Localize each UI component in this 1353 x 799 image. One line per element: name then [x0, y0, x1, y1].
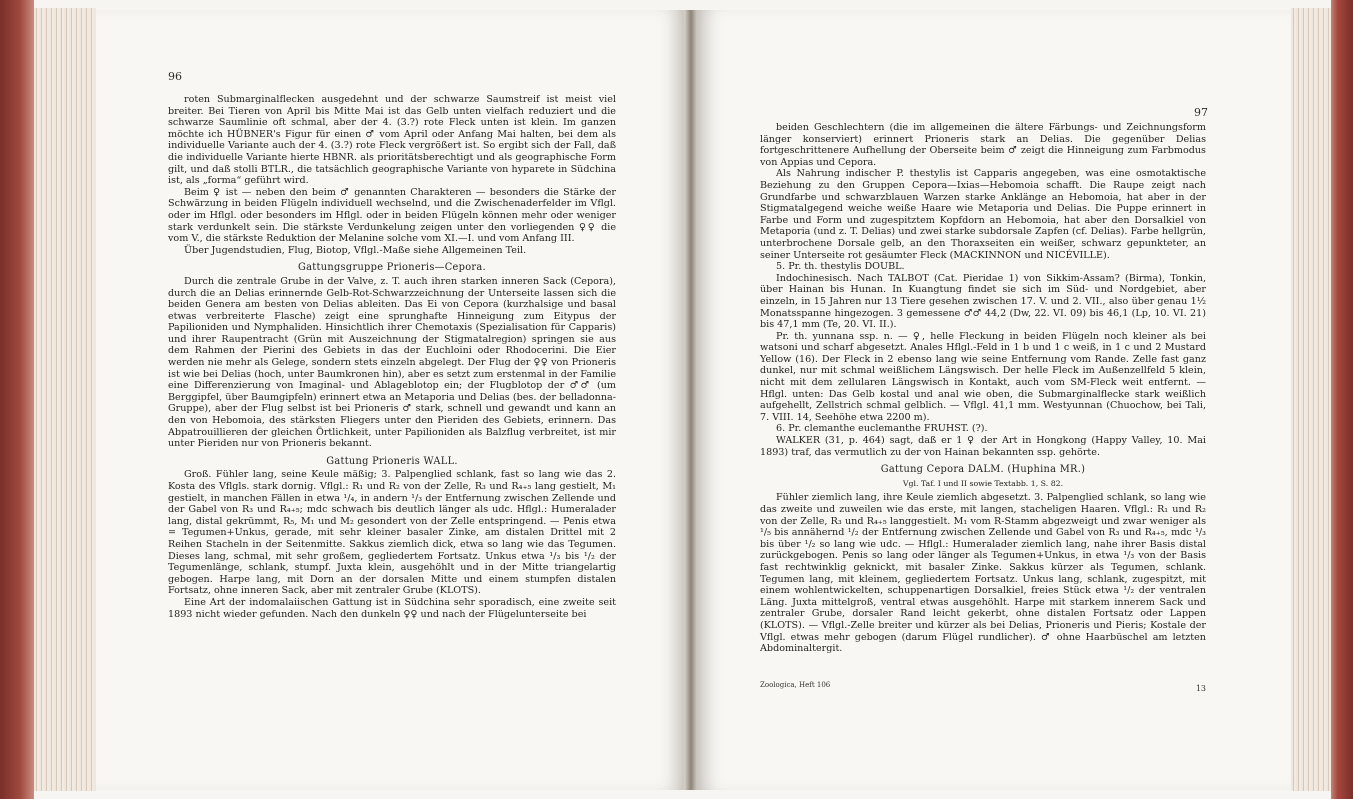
- paragraph: beiden Geschlechtern (die im allgemeinen die ältere Färbungs- und Zeichnungsform länger konserviert) erinnert Prioneris stark an Delias. Die gegenüber Delias fortgeschrittenere Aufhellung der Oberseite beim ♂ zeigt die Hinneigung zum Farbmodus von Appias und Cepora.: [760, 122, 1206, 168]
- page-number: 96: [168, 70, 182, 83]
- page-number: 97: [1194, 106, 1208, 119]
- section-heading: Gattungsgruppe Prioneris—Cepora.: [298, 262, 486, 274]
- paragraph: Pr. th. yunnana ssp. n. — ♀, helle Fleckung in beiden Flügeln noch kleiner als bei watsoni und scharf abgesetzt. Anales Hflgl.-Feld in 1 b und 1 c weiß, in 1 c und 2 Mustard Yellow (16). Der Fleck in 2 ebenso lang wie seine Entfernung vom Rande. Zelle fast ganz dunkel, nur mit schmal weißlichem Längswisch. Der helle Fleck im Außenzellfeld 5 klein, nicht mit dem zellularen Längswisch in Kontakt, auch vom SM-Fleck weit entfernt. — Hflgl. unten: Das Gelb kostal und anal wie oben, die Submarginalflecke stark weißlich aufgehellt, Zellstrich schmal gelblich. — Vflgl. 41,1 mm. Westyunnan (Chuochow, bei Tali, 7. VIII. 14, Seehöhe etwa 2200 m).: [760, 330, 1206, 423]
- paragraph: Als Nahrung indischer P. thestylis ist Capparis angegeben, was eine osmotaktische Beziehung zu den Gruppen Cepora—Ixias—Hebomoia schafft. Die Raupe zeigt nach Grundfarbe und schwarzblauen Warzen starke Anklänge an Hebomoia, hat aber in der Stigmatalgegend weiche weiße Haare wie Metaporia und Delias. Die Puppe erinnert in Farbe und Form und zugespitztem Kopfdorn an Hebomoia, hat aber den Dorsalkiel von Metaporia (und z. T. Delias) und zwei starke subdorsale Zapfen (cf. Delias). Farbe hellgrün, unterbrochene Dorsale gelb, an den Thoraxseiten ein weißer, schwarz gepunkteter, an seiner Unterseite rot gesäumter Fleck (MACKINNON und NICÉVILLE).: [760, 168, 1206, 261]
- paragraph: Indochinesisch. Nach TALBOT (Cat. Pieridae 1) von Sikkim-Assam? (Birma), Tonkin, über Hainan bis Hunan. In Kuangtung findet sie sich im Süd- und Nordgebiet, aber einzeln, in 15 Jahren nur 13 Tiere gesehen zwischen 17. V. und 2. VII., also über genau 1½ Monatsspanne hingezogen. 3 gemessene ♂♂ 44,2 (Dw, 22. VI. 09) bis 46,1 (Lp, 10. VI. 21) bis 47,1 mm (Te, 20. VI. II.).: [760, 272, 1206, 331]
- section-heading: Gattung Prioneris WALL.: [326, 455, 458, 467]
- left-page-text: [168, 94, 616, 620]
- paragraph: Fühler ziemlich lang, ihre Keule ziemlich abgesetzt. 3. Palpenglied schlank, so lang wie das zweite und zuweilen wie das erste, mit langen, stacheligen Haaren. Vflgl.: R₁ und R₂ von der Zelle, R₃ und R₄₊₅ langgestielt. M₁ vom R-Stamm abgezweigt und zwar weniger als ¹/₅ bis annähernd ¹/₂ der Entfernung zwischen Zellende und Gabel von R₃ und R₄₊₅, mdc ¹/₃ bis über ¹/₂ so lang wie udc. — Hflgl.: Humeralader ziemlich lang, nahe ihrer Basis distal zurückgebogen. Penis so lang oder länger als Tegumen+Unkus, in etwa ¹/₃ von der Basis fast rechtwinklig geknickt, mit basaler Zinke. Sakkus kürzer als Tegumen, schlank. Tegumen lang, mit kleinem, gegliedertem Fortsatz. Unkus lang, schlank, zugespitzt, mit einem wohlentwickelten, schuppenartigen Dorsalkiel, freies Stück etwa ¹/₂ der ventralen Läng. Juxta mittelgroß, ventral etwas ausgehöhlt. Harpe mit starkem innerem Sack und zentraler Grube, dorsaler Rand leicht gekerbt, ohne distalen Fortsatz oder Lappen (KLOTS). — Vflgl.-Zelle breiter und kürzer als bei Delias, Prioneris und Pieris; Kostale der Vflgl. etwas mehr gebogen (darum Flügel rundlicher). ♂ ohne Haarbüschel am letzten Abdominaltergit.: [760, 492, 1206, 655]
- book-cover-left: [0, 0, 34, 799]
- paragraph: Über Jugendstudien, Flug, Biotop, Vflgl.-Maße siehe Allgemeinen Teil.: [184, 244, 527, 256]
- right-page-text: [760, 122, 1206, 655]
- paragraph: 6. Pr. clemanthe euclemanthe FRUHST. (?).: [776, 423, 988, 435]
- page-edges-left: [34, 8, 96, 791]
- paragraph: Groß. Fühler lang, seine Keule mäßig; 3. Palpenglied schlank, fast so lang wie das 2. Kosta des Vflgls. stark dornig. Vflgl.: R₁ und R₂ von der Zelle, R₃ und R₄₊₅ lang gestielt, M₁ gestielt, in manchen Fällen in etwa ¹/₄, in andern ¹/₃ der Entfernung zwischen Zellende und der Gabel von R₃ und R₄₊₅; mdc schwach bis deutlich länger als udc. Hflgl.: Humeralader lang, distal gekrümmt, R₅, M₁ und M₂ gesondert von der Zelle entspringend. — Penis etwa = Tegumen+Unkus, gerade, mit sehr kleiner basaler Zinke, am distalen Drittel mit 2 Reihen Stacheln in der Seitenmitte. Sakkus ziemlich dick, etwa so lang wie das Tegumen. Dieses lang, schmal, mit sehr großem, gegliedertem Fortsatz. Unkus etwa ¹/₃ bis ¹/₂ der Tegumenlänge, schlank, stumpf. Juxta klein, ausgehöhlt und in der Mitte triangelartig gebogen. Harpe lang, mit Dorn an der dorsalen Mitte und einem stumpfen distalen Fortsatz, ohne inneren Sack, aber mit zentraler Grube (KLOTS).: [168, 469, 616, 597]
- section-heading: Gattung Cepora DALM. (Huphina MR.): [880, 464, 1086, 476]
- left-page: [96, 10, 686, 790]
- paragraph: 5. Pr. th. thestylis DOUBL.: [776, 261, 905, 273]
- signature-mark: 13: [1195, 684, 1206, 693]
- paragraph: Eine Art der indomalaiischen Gattung ist in Südchina sehr sporadisch, eine zweite seit 1893 nicht wieder gefunden. Nach den dunkeln ♀♀ und nach der Flügelunterseite bei: [168, 596, 616, 620]
- paragraph: WALKER (31, p. 464) sagt, daß er 1 ♀ der Art in Hongkong (Happy Valley, 10. Mai 1893) traf, das vermutlich zu der von Hainan bekannten ssp. gehörte.: [760, 435, 1206, 458]
- page-edges-right: [1291, 8, 1331, 791]
- paragraph: roten Submarginalflecken ausgedehnt und der schwarze Saumstreif ist meist viel breiter. Bei Tieren von April bis Mitte Mai ist das Gelb unten vielfach reduziert und die schwarze Saumlinie oft schmal, aber der 4. (3.?) rote Fleck unten ist klein. Im ganzen möchte ich HÜBNER's Figur für einen ♂ vom April oder Anfang Mai halten, bei dem als individuelle Variante auch der 4. (3.?) rote Fleck vergrößert ist. So ergibt sich der Fall, daß die individuelle Variante hierte HBNR. als prioritätsberechtigt und als geographische Form gilt, und daß stolli BTLR., die tatsächlich geographische Variante von hyparete in Südchina ist, als „forma“ geführt wird.: [168, 94, 616, 187]
- section-subheading: Vgl. Taf. I und II sowie Textabb. 1, S. 82.: [902, 478, 1064, 488]
- right-page: [696, 10, 1290, 790]
- paragraph: Durch die zentrale Grube in der Valve, z. T. auch ihren starken inneren Sack (Cepora), durch die an Delias erinnernde Gelb-Rot-Schwarzzeichnung der Unterseite lassen sich die beiden Genera am besten von Delias ableiten. Das Ei von Cepora (kurzhalsige und basal etwas verbreiterte Flasche) zeigt eine sprunghafte Hinneigung zum Eitypus der Papilioniden und Nymphaliden. Hinsichtlich ihrer Chemotaxis (Spezialisation für Capparis) und ihrer Raupentracht (Grün mit Auszeichnung der Stigmatalregion) springen sie aus dem Rahmen der Pierini des Gebiets in das der Euchloini oder Rhodocerini. Die Eier werden nie mehr als Gelege, sondern stets einzeln abgelegt. Der Flug der ♀♀ von Prioneris ist wie bei Delias (hoch, unter Baumkronen hin), aber es setzt zum erstenmal in der Familie eine Differenzierung von Imaginal- und Ablageblotop ein; der Flugblotop der ♂♂ (um Berggipfel, über Baumgipfeln) erinnert etwa an Metaporia und Delias (bes. der belladonna-Gruppe), aber der Flug selbst ist bei Prioneris ♂ stark, schnell und gewandt und kann an den von Hebomoia, des stärksten Fliegers unter den Pieriden des Gebiets, erinnern. Das Abpatrouillieren der gleichen Örtlichkeit, unter Papilioniden als Balzflug verbreitet, ist mir unter Pieriden nur von Prioneris bekannt.: [168, 275, 616, 450]
- book-cover-right: [1331, 0, 1353, 799]
- paragraph: Beim ♀ ist — neben den beim ♂ genannten Charakteren — besonders die Stärke der Schwärzung in beiden Flügeln individuell wechselnd, und die Zwischenaderfelder im Vflgl. oder im Hflgl. oder besonders im Hflgl. oder in beiden Flügeln können mehr oder weniger stark verdunkelt sein. Die stärkste Verdunkelung zeigen unter den vorliegenden ♀♀ die vom V., die stärkste Reduktion der Melanine solche vom XI.—I. und vom Anfang III.: [168, 186, 616, 245]
- footer-journal: Zoologica, Heft 106: [760, 681, 831, 689]
